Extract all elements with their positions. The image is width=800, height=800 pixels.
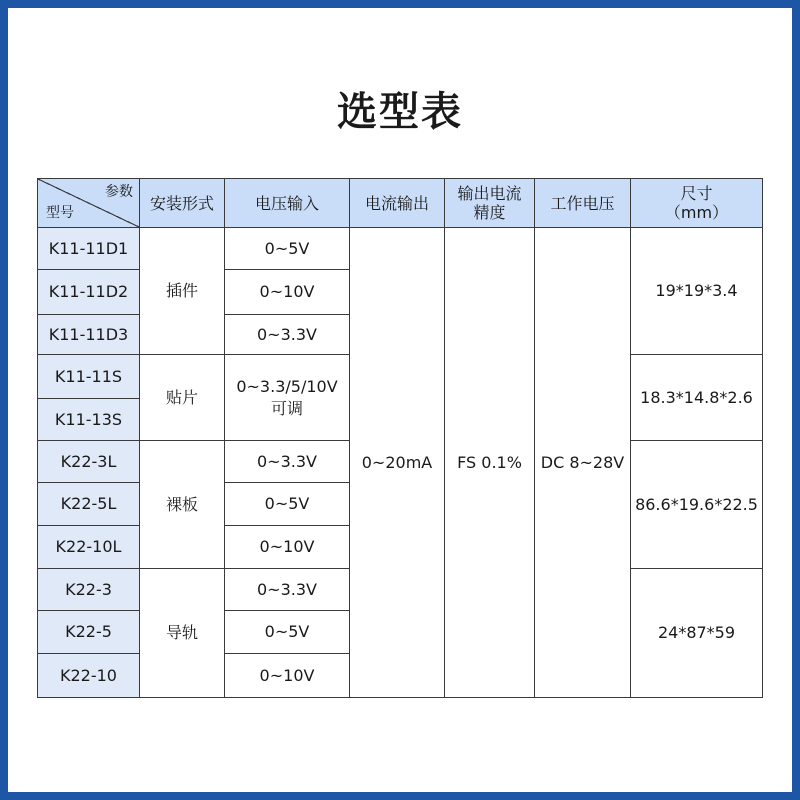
model-cell: K11-11S <box>38 355 140 399</box>
mount-cell: 裸板 <box>140 441 225 569</box>
mount-cell: 导轨 <box>140 569 225 698</box>
accuracy-cell: FS 0.1% <box>445 228 535 698</box>
voltage-input-cell: 0~10V <box>225 654 350 698</box>
model-cell: K11-11D2 <box>38 270 140 315</box>
model-cell: K22-5L <box>38 483 140 526</box>
voltage-input-cell: 0~10V <box>225 270 350 315</box>
model-cell: K11-13S <box>38 399 140 441</box>
header-voltage-input: 电压输入 <box>225 179 350 228</box>
corner-header-cell <box>38 179 140 228</box>
header-mount: 安装形式 <box>140 179 225 228</box>
header-supply-voltage: 工作电压 <box>535 179 631 228</box>
header-accuracy <box>445 179 535 228</box>
voltage-input-cell: 0~5V <box>225 483 350 526</box>
voltage-input-cell: 0~10V <box>225 526 350 569</box>
header-size <box>631 179 763 228</box>
model-cell: K11-11D3 <box>38 315 140 355</box>
voltage-input-cell: 0~3.3V <box>225 569 350 611</box>
corner-param-label: 参数 <box>105 184 133 200</box>
selection-table <box>37 178 763 698</box>
model-cell: K22-3 <box>38 569 140 611</box>
model-cell: K11-11D1 <box>38 228 140 270</box>
mount-cell: 贴片 <box>140 355 225 441</box>
header-size-line1: 尺寸 <box>680 184 713 203</box>
voltage-input-cell: 0~5V <box>225 228 350 270</box>
model-cell: K22-3L <box>38 441 140 483</box>
voltage-input-cell: 0~3.3V <box>225 315 350 355</box>
model-cell: K22-10L <box>38 526 140 569</box>
voltage-input-cell: 0~3.3V <box>225 441 350 483</box>
header-size-line2: （mm） <box>664 203 729 222</box>
size-cell: 86.6*19.6*22.5 <box>631 441 763 569</box>
model-cell: K22-10 <box>38 654 140 698</box>
header-current-output: 电流输出 <box>350 179 445 228</box>
table-row <box>38 228 763 270</box>
page-title: 选型表 <box>337 89 463 135</box>
voltage-input-line1: 0~3.3/5/10V <box>236 376 338 396</box>
header-accuracy-line1: 输出电流 <box>457 184 522 203</box>
table-header-row <box>38 179 763 228</box>
mount-cell: 插件 <box>140 228 225 355</box>
model-cell: K22-5 <box>38 611 140 654</box>
voltage-input-line2: 可调 <box>270 398 303 418</box>
voltage-input-cell <box>225 355 350 441</box>
current-output-cell: 0~20mA <box>350 228 445 698</box>
voltage-input-cell: 0~5V <box>225 611 350 654</box>
size-cell: 18.3*14.8*2.6 <box>631 355 763 441</box>
size-cell: 24*87*59 <box>631 569 763 698</box>
header-accuracy-line2: 精度 <box>473 203 506 222</box>
corner-model-label: 型号 <box>46 205 74 221</box>
size-cell: 19*19*3.4 <box>631 228 763 355</box>
supply-voltage-cell: DC 8~28V <box>535 228 631 698</box>
